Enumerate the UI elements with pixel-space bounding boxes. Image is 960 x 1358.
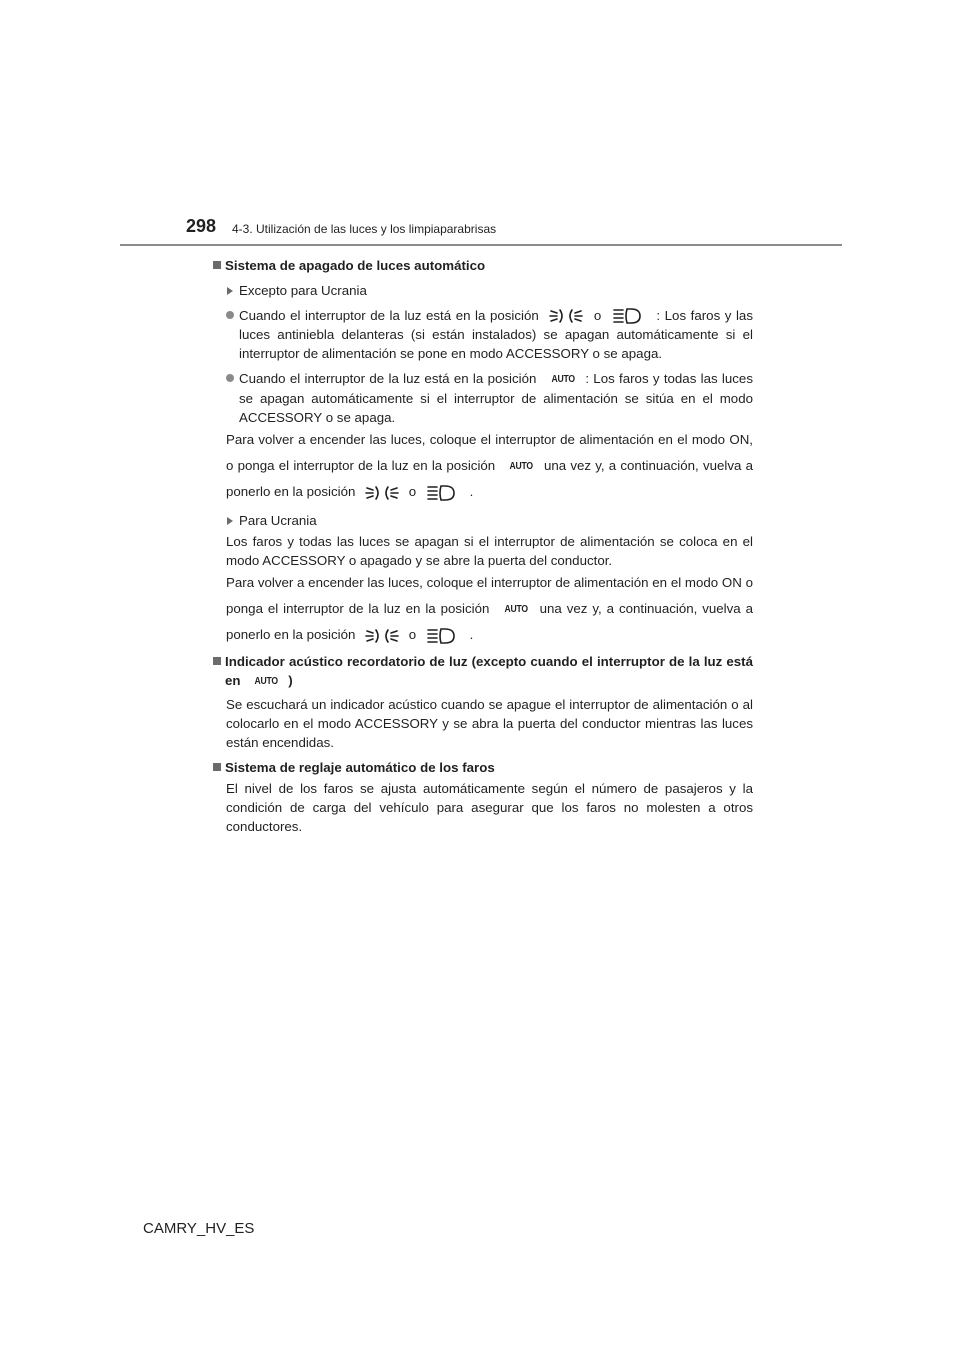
headlight-icon [612,307,646,325]
page-content [213,254,753,836]
header-rule [120,244,842,246]
round-bullet-icon [226,374,234,382]
square-bullet-icon [213,763,221,771]
paragraph-leveling: El nivel de los faros se ajusta automáticamente según el número de pasajeros y la condición de carga del vehículo para asegurar que los faros no molesten a otros conductores. [226,781,753,835]
parking-lights-icon [365,627,399,645]
page-number: 298 [186,216,217,236]
headlight-icon [426,627,460,645]
paragraph-reminder-buzzer: Se escuchará un indicador acústico cuando se apague el interruptor de alimentación o al colocarlo en el modo ACCESSORY y se abra la puerta del conductor mientras las luces están encendidas. [226,697,753,751]
auto-icon: AUTO [551,373,575,386]
round-bullet-icon [226,311,234,319]
bullet-item: Cuando el interruptor de la luz está en la posición AUTO : Los faros y todas las luces se apagan automáticamente si el interruptor de alimentación se sitúa en el modo ACCESSORY o se apaga. [213,369,753,427]
headlight-icon [426,484,460,502]
auto-icon: AUTO [504,603,529,616]
auto-icon: AUTO [509,460,534,473]
auto-icon: AUTO [254,675,279,688]
triangle-bullet-icon [227,287,233,295]
running-header: 4-3. Utilización de las luces y los limpiaparabrisas [232,222,497,236]
triangle-bullet-icon [227,517,233,525]
footer-document-code: CAMRY_HV_ES [143,1220,255,1237]
subheading-except-ukraine: Excepto para Ucrania [213,281,753,300]
paragraph-ukraine: Los faros y todas las luces se apagan si el interruptor de alimentación se coloca en el modo ACCESSORY o apagado y se abre la puerta del conductor. [226,534,753,569]
section-heading-auto-off: Sistema de apagado de luces automático [213,256,753,275]
paragraph-reactivate-ukraine: Para volver a encender las luces, coloque el interruptor de alimentación en el modo ON o ponga el interruptor de la luz en la posición AUTO una vez y, a continuación, vuelva a ponerlo en la posición o . [213,570,753,648]
section-heading-reminder-buzzer: Indicador acústico recordatorio de luz (excepto cuando el interruptor de la luz está en AUTO ) [213,652,753,691]
section-heading-leveling: Sistema de reglaje automático de los faros [213,758,753,777]
square-bullet-icon [213,261,221,269]
paragraph-reactivate: Para volver a encender las luces, coloque el interruptor de alimentación en el modo ON, o ponga el interruptor de la luz en la posición AUTO una vez y, a continuación, vuelva a ponerlo en la posición o . [213,427,753,505]
parking-lights-icon [549,307,583,325]
bullet-item: Cuando el interruptor de la luz está en la posición o : Los faros y las luces antiniebla delanteras (si están instalados) se apagan automáticamente si el interruptor de alimentación se pone en modo ACCESSORY o se apaga. [213,306,753,363]
subheading-ukraine: Para Ucrania [213,511,753,530]
square-bullet-icon [213,657,221,665]
parking-lights-icon [365,484,399,502]
